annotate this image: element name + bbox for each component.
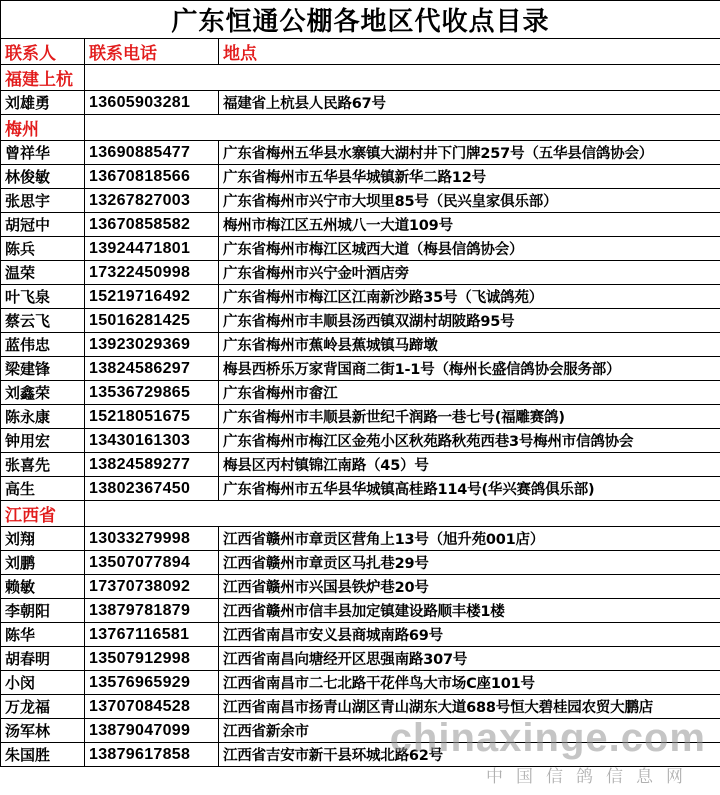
phone-number: 13879781879 [85,599,219,623]
region-label: 梅州 [1,115,85,141]
region-spacer [85,115,720,141]
table-row [1,141,720,165]
table-row [1,333,720,357]
phone-number: 13824589277 [85,453,219,477]
address: 江西省赣州市信丰县加定镇建设路顺丰楼1楼 [219,599,720,623]
address: 广东省梅州市兴宁市大坝里85号（民兴皇家俱乐部） [219,189,720,213]
contact-name: 陈永康 [1,405,85,429]
table-row [1,453,720,477]
contact-name: 刘翔 [1,527,85,551]
table-row [1,477,720,501]
table-row [1,405,720,429]
contact-name: 赖敏 [1,575,85,599]
contact-name: 钟用宏 [1,429,85,453]
address: 广东省梅州市梅江区城西大道（梅县信鸽协会） [219,237,720,261]
contact-name: 林俊敏 [1,165,85,189]
address: 福建省上杭县人民路67号 [219,91,720,115]
address: 江西省南昌市安义县商城南路69号 [219,623,720,647]
phone-number: 13430161303 [85,429,219,453]
table-row [1,189,720,213]
watermark-domain: chinaxinge.com [389,716,706,760]
table-row [1,309,720,333]
phone-number: 15219716492 [85,285,219,309]
contact-name: 温荣 [1,261,85,285]
phone-number: 15016281425 [85,309,219,333]
phone-number: 13707084528 [85,695,219,719]
contact-name: 梁建锋 [1,357,85,381]
table-body [1,1,720,767]
table-row [1,551,720,575]
phone-number: 17370738092 [85,575,219,599]
phone-number: 13924471801 [85,237,219,261]
table-row [1,237,720,261]
address: 广东省梅州市畲江 [219,381,720,405]
region-label: 福建上杭 [1,65,85,91]
address: 江西省南昌市扬青山湖区青山湖东大道688号恒大碧桂园农贸大鹏店 [219,695,720,719]
region-label: 江西省 [1,501,85,527]
contact-name: 刘鹏 [1,551,85,575]
address: 广东省梅州市梅江区江南新沙路35号（飞诚鸽苑） [219,285,720,309]
table-row [1,213,720,237]
region-spacer [85,501,720,527]
table-row [1,381,720,405]
address: 江西省新余市 [219,719,720,743]
contact-name: 万龙福 [1,695,85,719]
contact-name: 曾祥华 [1,141,85,165]
contact-name: 高生 [1,477,85,501]
address: 梅州市梅江区五州城八一大道109号 [219,213,720,237]
contact-name: 刘鑫荣 [1,381,85,405]
address: 梅县区丙村镇锦江南路（45）号 [219,453,720,477]
phone-number: 13507077894 [85,551,219,575]
phone-number: 17322450998 [85,261,219,285]
contact-name: 陈华 [1,623,85,647]
contact-name: 张思宇 [1,189,85,213]
phone-number: 13507912998 [85,647,219,671]
header-row [1,39,720,65]
region-row [1,115,720,141]
phone-number: 13536729865 [85,381,219,405]
contact-name: 李朝阳 [1,599,85,623]
title-row [1,1,720,39]
table-row [1,285,720,309]
address: 广东省梅州市丰顺县汤西镇双湖村胡陂路95号 [219,309,720,333]
contact-name: 朱国胜 [1,743,85,767]
phone-number: 13576965929 [85,671,219,695]
address: 江西省南昌市二七北路干花伴鸟大市场C座101号 [219,671,720,695]
phone-number: 13690885477 [85,141,219,165]
table-row [1,527,720,551]
phone-number: 13767116581 [85,623,219,647]
table-row [1,623,720,647]
address: 广东省梅州市五华县华城镇新华二路12号 [219,165,720,189]
contact-name: 胡春明 [1,647,85,671]
phone-number: 13605903281 [85,91,219,115]
contact-name: 小闵 [1,671,85,695]
header-phone: 联系电话 [85,39,219,65]
header-address: 地点 [219,39,720,65]
table-row [1,575,720,599]
address: 广东省梅州市蕉岭县蕉城镇马蹄墩 [219,333,720,357]
watermark-site-name: 中国信鸽信息网 [486,767,696,787]
table-row [1,91,720,115]
region-row [1,65,720,91]
contact-name: 刘雄勇 [1,91,85,115]
phone-number: 13670858582 [85,213,219,237]
phone-number: 13824586297 [85,357,219,381]
table-row [1,165,720,189]
page-title: 广东恒通公棚各地区代收点目录 [1,1,720,39]
region-spacer [85,65,720,91]
contact-name: 胡冠中 [1,213,85,237]
table-row [1,261,720,285]
contact-name: 陈兵 [1,237,85,261]
address: 江西省吉安市新干县环城北路62号 [219,743,720,767]
address: 江西省赣州市章贡区营角上13号（旭升苑001店） [219,527,720,551]
address: 江西省赣州市章贡区马扎巷29号 [219,551,720,575]
table-row [1,695,720,719]
address: 广东省梅州市五华县华城镇高桂路114号(华兴赛鸽俱乐部) [219,477,720,501]
contact-name: 张喜先 [1,453,85,477]
address: 广东省梅州五华县水寨镇大湖村井下门牌257号（五华县信鸽协会） [219,141,720,165]
phone-number: 15218051675 [85,405,219,429]
contact-name: 蔡云飞 [1,309,85,333]
phone-number: 13879047099 [85,719,219,743]
address: 广东省梅州市丰顺县新世纪千润路一巷七号(福雕赛鸽) [219,405,720,429]
table-row [1,671,720,695]
phone-number: 13802367450 [85,477,219,501]
contact-name: 汤军林 [1,719,85,743]
address: 梅县西桥乐万家背国商二街1-1号（梅州长盛信鸽协会服务部） [219,357,720,381]
contact-name: 叶飞泉 [1,285,85,309]
table-row [1,357,720,381]
table-row [1,599,720,623]
address: 广东省梅州市兴宁金叶酒店旁 [219,261,720,285]
header-contact: 联系人 [1,39,85,65]
address: 广东省梅州市梅江区金苑小区秋苑路秋苑西巷3号梅州市信鸽协会 [219,429,720,453]
address: 江西省南昌向塘经开区思强南路307号 [219,647,720,671]
region-row [1,501,720,527]
phone-number: 13879617858 [85,743,219,767]
contact-name: 蓝伟忠 [1,333,85,357]
phone-number: 13267827003 [85,189,219,213]
table-row [1,647,720,671]
phone-number: 13033279998 [85,527,219,551]
table-row [1,429,720,453]
phone-number: 13670818566 [85,165,219,189]
address: 江西省赣州市兴国县铁炉巷20号 [219,575,720,599]
phone-number: 13923029369 [85,333,219,357]
